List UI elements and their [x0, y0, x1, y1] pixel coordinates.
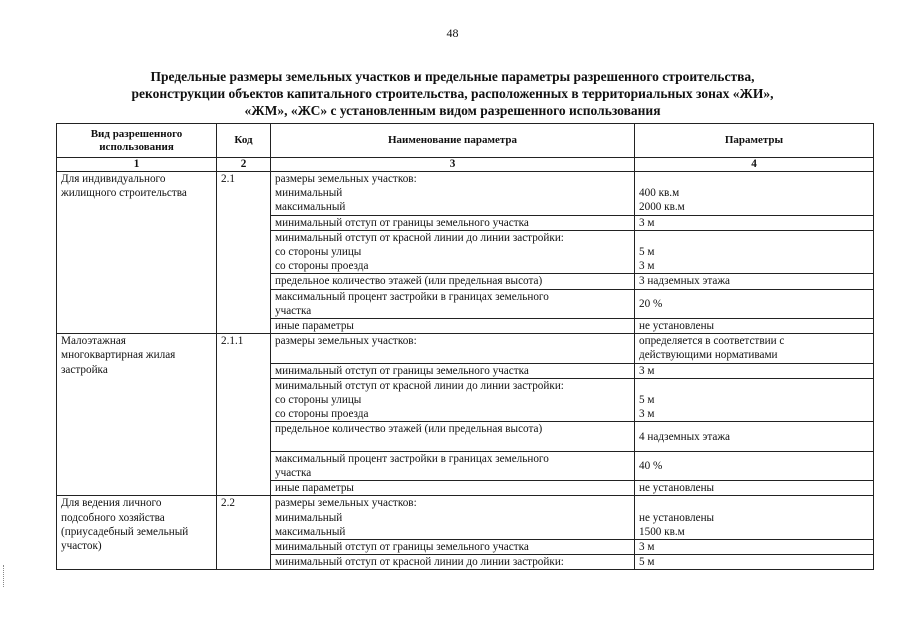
parameter-value-line: не установлены	[639, 511, 715, 524]
table-row	[57, 496, 874, 540]
parameter-name-line: минимальный отступ от красной линии до линии застройки:	[275, 556, 564, 569]
parameter-value-line: определяется в соответствии с	[639, 335, 785, 348]
parameter-value-line: 2000 кв.м	[639, 201, 685, 214]
use-type-cell	[57, 172, 217, 334]
parameters-table	[56, 123, 874, 570]
title-line: реконструкции объектов капитального строительства, расположенных в территориальных зонах «ЖИ»,	[131, 86, 774, 101]
title-line: Предельные размеры земельных участков и предельные параметры разрешенного строительства,	[150, 69, 755, 84]
parameter-value-line: 5 м	[639, 394, 655, 407]
parameter-name-cell	[271, 319, 635, 334]
table-row	[57, 334, 874, 363]
parameter-value-line: 1500 кв.м	[639, 525, 685, 538]
parameter-name-line: предельное количество этажей (или предельная высота)	[275, 275, 543, 288]
parameter-value-line: 40 %	[639, 459, 663, 472]
parameter-value-line: 20 %	[639, 297, 663, 310]
parameter-name-cell	[271, 378, 635, 422]
column-number: 3	[271, 158, 635, 172]
parameter-value-line: 3 м	[639, 216, 655, 229]
parameter-name-cell	[271, 540, 635, 555]
use-type-line: подсобного хозяйства	[61, 511, 165, 524]
parameter-value-line: 5 м	[639, 556, 655, 569]
parameter-value-cell	[635, 555, 874, 570]
parameter-value-cell	[635, 172, 874, 216]
use-type-line: Для индивидуального	[61, 173, 166, 185]
parameter-name-line: размеры земельных участков:	[275, 335, 417, 348]
parameter-name-line: участка	[275, 467, 312, 480]
scan-margin-mark	[3, 565, 5, 587]
parameter-name-cell	[271, 215, 635, 230]
parameter-name-line: минимальный	[275, 511, 343, 524]
column-number: 4	[635, 158, 874, 172]
table-body	[57, 172, 874, 570]
parameter-name-cell	[271, 481, 635, 496]
parameter-value-line: 3 м	[639, 408, 655, 421]
parameter-name-line: размеры земельных участков:	[275, 497, 417, 510]
use-type-line: застройка	[61, 363, 108, 376]
parameter-name-line: участка	[275, 304, 312, 317]
parameter-name-line: размеры земельных участков:	[275, 173, 417, 185]
parameter-name-line: со стороны улицы	[275, 246, 362, 259]
parameter-name-cell	[271, 555, 635, 570]
parameter-name-cell	[271, 422, 635, 451]
header-code: Код	[217, 124, 271, 158]
column-number: 1	[57, 158, 217, 172]
parameter-value-line: не установлены	[639, 482, 715, 495]
use-type-cell	[57, 496, 217, 570]
parameter-name-line: со стороны проезда	[275, 408, 369, 421]
page-number: 48	[446, 26, 459, 40]
use-type-line: (приусадебный земельный	[61, 525, 189, 538]
parameter-name-cell	[271, 289, 635, 318]
parameter-value-cell	[635, 363, 874, 378]
parameter-value-line: 3 м	[639, 364, 655, 377]
use-type-line: участок)	[61, 540, 102, 553]
title-line: «ЖМ», «ЖС» с установленным видом разрешенного использования	[244, 103, 661, 118]
use-type-line: жилищного строительства	[61, 187, 187, 200]
parameter-name-line: минимальный отступ от границы земельного участка	[275, 216, 529, 229]
use-type-line: Малоэтажная	[61, 335, 126, 348]
parameter-name-line: максимальный	[275, 525, 346, 538]
parameter-value-cell	[635, 540, 874, 555]
parameter-name-line: максимальный процент застройки в границах земельного	[275, 290, 549, 303]
parameter-value-line	[639, 496, 869, 510]
code-cell: 2.2	[217, 496, 271, 570]
parameter-name-line: иные параметры	[275, 320, 354, 333]
parameter-value-line: действующими нормативами	[639, 349, 778, 362]
header-values: Параметры	[635, 124, 874, 158]
parameter-name-line: минимальный отступ от границы земельного участка	[275, 364, 529, 377]
parameter-value-cell	[635, 274, 874, 289]
header-param: Наименование параметра	[271, 124, 635, 158]
code-cell: 2.1.1	[217, 334, 271, 496]
use-type-line: Для ведения личного	[61, 497, 162, 510]
use-type-line: многоквартирная жилая	[61, 349, 176, 362]
use-type-cell	[57, 334, 217, 496]
parameter-value-line	[639, 231, 869, 245]
parameter-value-line	[639, 379, 869, 393]
parameter-value-cell	[635, 215, 874, 230]
parameter-name-line: минимальный отступ от красной линии до линии застройки:	[275, 231, 564, 244]
parameter-value-line	[639, 172, 869, 186]
parameter-name-line: иные параметры	[275, 482, 354, 495]
parameter-value-cell	[635, 481, 874, 496]
column-number-row	[57, 158, 874, 172]
parameter-value-cell	[635, 334, 874, 363]
parameter-value-line: 3 м	[639, 260, 655, 273]
parameter-value-cell	[635, 378, 874, 422]
parameter-value-cell	[635, 451, 874, 480]
parameter-name-cell	[271, 274, 635, 289]
parameter-value-line: 3 м	[639, 541, 655, 554]
parameter-value-line: 3 надземных этажа	[639, 275, 731, 288]
parameter-name-line	[275, 437, 630, 451]
header-use: Вид разрешенного использования	[57, 124, 217, 158]
parameter-name-line: со стороны улицы	[275, 394, 362, 407]
parameter-name-line: предельное количество этажей (или предельная высота)	[275, 423, 543, 436]
parameter-value-cell	[635, 496, 874, 540]
document-title	[80, 68, 825, 119]
parameter-name-cell	[271, 334, 635, 363]
column-number: 2	[217, 158, 271, 172]
parameter-name-cell	[271, 363, 635, 378]
header-row	[57, 124, 874, 158]
parameter-name-cell	[271, 230, 635, 274]
parameter-value-cell	[635, 230, 874, 274]
parameter-name-cell	[271, 451, 635, 480]
parameter-name-line: минимальный отступ от красной линии до линии застройки:	[275, 379, 564, 392]
parameter-name-line: минимальный	[275, 187, 343, 200]
parameter-name-line: максимальный	[275, 201, 346, 214]
parameter-name-line: со стороны проезда	[275, 260, 369, 273]
parameter-value-cell	[635, 319, 874, 334]
parameter-value-cell	[635, 289, 874, 318]
parameter-name-cell	[271, 496, 635, 540]
table-row	[57, 172, 874, 216]
parameter-name-cell	[271, 172, 635, 216]
parameter-name-line: максимальный процент застройки в границах земельного	[275, 452, 549, 465]
parameter-value-line: 4 надземных этажа	[639, 430, 731, 443]
parameter-value-cell	[635, 422, 874, 451]
parameter-value-line: 5 м	[639, 246, 655, 259]
parameter-name-line	[275, 348, 630, 362]
parameter-value-line: не установлены	[639, 320, 715, 333]
parameter-name-line: минимальный отступ от границы земельного участка	[275, 541, 529, 554]
code-cell: 2.1	[217, 172, 271, 334]
parameter-value-line: 400 кв.м	[639, 187, 680, 200]
